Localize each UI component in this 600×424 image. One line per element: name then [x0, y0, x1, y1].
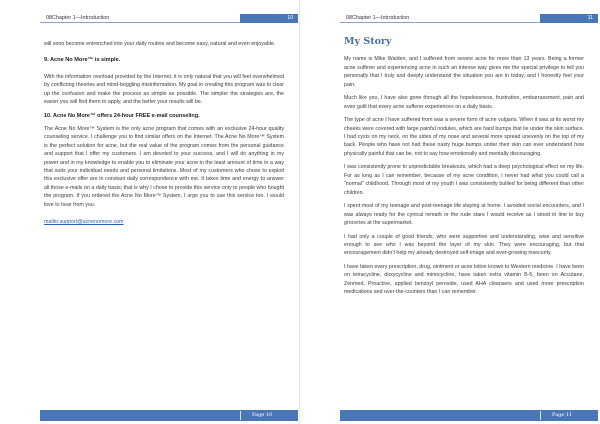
heading-counseling: 10. Acne No More™ offers 24-hour FREE e-mail counseling. — [44, 112, 200, 119]
right-page — [300, 0, 600, 424]
left-page-header — [40, 14, 298, 23]
paragraph: I had only a couple of good friends, who were supportive and understanding, wise and sensitive enough to see who I was beyond the layer of my skin. They were encouraging, but that encouragement didn’t help my already destroyed self-image and ever-growing insecurity. — [344, 233, 584, 257]
left-page-number: 10 — [240, 14, 298, 23]
right-header-rule — [340, 22, 540, 23]
right-footer-page-label: Page 11 — [552, 412, 573, 418]
footer-divider — [540, 411, 541, 420]
left-page-body — [44, 40, 284, 232]
paragraph: The type of acne I have suffered from was a severe form of acne vulgaris. When it was at its worst my cheeks were covered with large painful nodules, which are hard bumps that lie under the skin surface. I had cysts on my neck, on the sides of my nose and several more spread unevenly on the top of my back. People who have not had these nasty huge bumps under their skin can ever understand how physically painful that can be, not to say how emotionally and mentally discouraging. — [344, 117, 584, 157]
right-chapter-title: 08Chapter 1—Introduction — [346, 15, 410, 21]
right-page-body — [344, 38, 584, 302]
paragraph: I was consistently prone to unpredictable breakouts, which had a deep psychological effect on my life. For as long as I can remember, because of my acne condition, I never had what you could call a “normal” childhood. Through most of my youth I was consistently bullied for being different than other children. — [344, 164, 584, 196]
paragraph: Much like you, I have also gone through all the hopelessness, frustration, embarrassment, pain and even guilt that every acne sufferer experiences on a daily basis. — [344, 95, 584, 110]
paragraph: will soon become entrenched into your daily routine and become easy, natural and even enjoyable. — [44, 41, 276, 47]
paragraph: The Acne No More™ System is the only acne program that comes with an exclusive 24-hour quality counseling service. I challenge you to find similar offers on the Internet. The Acne No More™ System is the perfect solution for acne, but the real value of the program comes from the personal guidance and support that I offer my customers. I am devoted to your success, and I will do anything in my power and in my knowledge to enable you to eliminate your acne in the least amount of time in a way that suits your individual needs and personal limitations. Most of my customers who chose to exploit this exclusive offer are in constant daily correspondence with me. It takes time and energy to answer all those e-mails on a daily basis; that is why I chose to provide this service only to people who bought the program. If you ordered the Acne No More™ System, I urge you to use this service too. I would love to hear from you. — [44, 126, 284, 208]
footer-divider — [240, 411, 241, 420]
paragraph: My name is Mike Walden, and I suffered from severe acne for more than 13 years. Being a former acne sufferer and experiencing acne in such an intense way gives me the special privilege to tell you personally that I truly and deeply understand the situation you are in today, and I honestly feel your pain. — [344, 56, 584, 88]
left-footer-page-label: Page 10 — [252, 412, 273, 418]
left-chapter-title: 08Chapter 1—Introduction — [46, 15, 110, 21]
right-page-number: 11 — [540, 14, 598, 23]
heading-simple: 9. Acne No More™ is simple. — [44, 57, 121, 64]
right-page-footer — [340, 410, 598, 421]
page-title: My Story — [344, 36, 392, 47]
right-page-header — [340, 14, 598, 23]
left-header-rule — [40, 22, 240, 23]
paragraph: I spent most of my teenage and post-teenage life staying at home. I avoided social encounters, and I was always ready for the cynical remark or the rude stare I would receive as I stood in line to buy groceries at the supermarket. — [344, 203, 584, 227]
left-page-footer — [40, 410, 298, 421]
paragraph: I have taken every prescription, drug, ointment or acne lotion known to Western medicine. I have been on tetracycline, doxycycline and minocycline, have taken extra vitamin B-5, been on Accutane, Zenmed, Proactive, applied benzoyl peroxide, used AHA cleansers and used more prescription medications and over-the-counters than I can remember. — [344, 264, 584, 296]
support-email-link[interactable]: mailto:support@acnenomore.com — [44, 219, 124, 226]
paragraph: With the information overload provided by the Internet, it is only natural that you will feel overwhelmed by conflicting theories and mind-boggling misinformation. My goal in creating this program was to clear up the confusion and make the process as simple as possible. The simpler the strategies are, the easier you will find them to apply, and the better your results will be. — [44, 73, 284, 106]
